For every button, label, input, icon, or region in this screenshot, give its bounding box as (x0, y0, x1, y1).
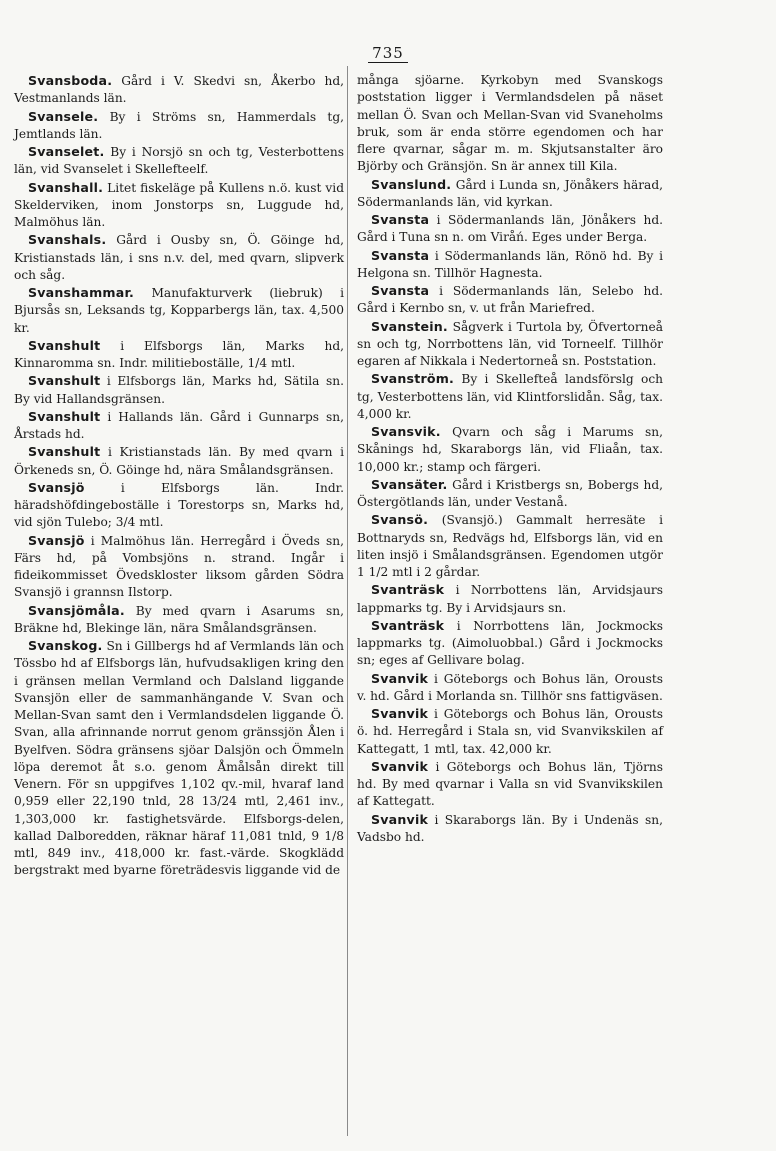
entry-text: Manufakturverk (liebruk) i Bjursås sn, Leksands tg, Kopparbergs län, tax. 4,500 kr. (14, 286, 345, 335)
entry-text: By med qvarn i Asarums sn, Bräkne hd, Blekinge län, nära Smålandsgränsen. (14, 603, 344, 635)
entry-headword: Svanshall. (28, 179, 104, 195)
dictionary-entry (14, 408, 344, 444)
entry-headword: Svanvik (371, 670, 429, 686)
entry-headword: Svanshult (28, 408, 101, 424)
entry-text: Gård i Kristbergs sn, Bobergs hd, Östergötlands län, under Vestanå. (357, 477, 664, 509)
entry-headword: Svanvik (371, 811, 429, 827)
right-column (357, 72, 663, 846)
left-column (14, 72, 344, 880)
dictionary-entry (357, 318, 663, 371)
entry-text: i Göteborgs och Bohus län, Tjörns hd. By med qvarnar i Valla sn vid Svanvikskilen af Kattegatt. (357, 759, 663, 809)
dictionary-entry (14, 443, 344, 479)
dictionary-entry (357, 247, 663, 283)
dictionary-entry (357, 670, 663, 706)
entry-headword: Svansta (371, 283, 430, 298)
entry-text: By i Norsjö sn och tg, Vesterbottens län, vid Svanselet i Skellefteelf. (14, 145, 344, 177)
entry-headword: Svansö. (371, 512, 429, 528)
entry-text: i Malmöhus län. Herregård i Öveds sn, Färs hd, på Vombsjöns n. strand. Ingår i fideikommisset Övedskloster liksom gården Södra Svansjö i grannsn Ilstorp. (14, 533, 344, 600)
dictionary-entry (357, 581, 663, 617)
dictionary-entry (357, 72, 663, 176)
entry-headword: Svanshammar. (28, 285, 135, 300)
entry-headword: Svansjö (28, 532, 85, 548)
dictionary-entry (357, 758, 663, 811)
dictionary-entry (14, 108, 344, 144)
entry-headword: Svansboda. (28, 73, 113, 88)
entry-headword: Svanshals. (28, 232, 107, 248)
entry-headword: Svansjömåla. (28, 602, 125, 618)
dictionary-entry (357, 476, 663, 512)
column-divider (347, 66, 348, 1136)
entry-text: (Svansjö.) Gammalt herresäte i Bottnaryds sn, Redvägs hd, Elfsborgs län, vid en liten insjö i Smålandsgränsen. Egendomen utgör 1 1/2 mtl i 2 gårdar. (357, 513, 663, 579)
dictionary-entry (14, 231, 344, 284)
dictionary-entry (14, 284, 344, 337)
dictionary-entry (357, 705, 663, 758)
entry-text: Sågverk i Turtola by, Öfvertorneå sn och tg, Norrbottens län, vid Torneelf. Tillhör egaren af Nikkala i Nedertorneå sn. Poststation. (357, 319, 663, 368)
entry-headword: Svanträsk (371, 617, 445, 633)
dictionary-entry (357, 176, 663, 212)
entry-headword: Svanskog. (28, 638, 103, 653)
entry-text: By i Ströms sn, Hammerdals tg, Jemtlands län. (14, 109, 345, 141)
entry-text: i Elfsborgs län, Marks hd, Sätila sn. By vid Hallandsgränsen. (14, 374, 344, 406)
dictionary-entry (14, 143, 344, 179)
entry-headword: Svansjö (28, 479, 85, 495)
entry-headword: Svanshult (28, 337, 101, 353)
entry-headword: Svanshult (28, 373, 101, 389)
entry-text: Qvarn och såg i Marums sn, Skånings hd, Skaraborgs län, vid Fliaån, tax. 10,000 kr.; stamp och färgeri. (357, 425, 664, 474)
entry-text: By i Skellefteå landsförslg och tg, Vesterbottens län, vid Klintforslidån. Såg, tax. 4,000 kr. (357, 372, 663, 421)
entry-text: i Södermanlands län, Selebo hd. Gård i Kernbo sn, v. ut från Mariefred. (357, 284, 663, 316)
dictionary-entry (357, 282, 663, 318)
entry-text: i Elfsborgs län. Indr. häradshöfdingeboställe i Torestorps sn, Marks hd, vid sjön Tulebo; 3/4 mtl. (14, 480, 344, 530)
entry-headword: Svanshult (28, 444, 101, 460)
dictionary-entry (14, 532, 344, 602)
page-number: 735 (0, 44, 776, 62)
dictionary-entry (14, 602, 344, 638)
entry-text: i Norrbottens län, Arvidsjaurs lappmarks tg. By i Arvidsjaurs sn. (357, 583, 663, 615)
entry-text: Gård i Ousby sn, Ö. Göinge hd, Kristianstads län, i sns n.v. del, med qvarn, slipverk och såg. (14, 233, 344, 282)
entry-text: Sn i Gillbergs hd af Vermlands län och Tössbo hd af Elfsborgs län, hufvudsakligen kring den i gränsen mellan Vermland och Dalsland liggande Svansjön eller de sammanhängande V. Svan och Mellan-Svan samt den i Vermlandsdelen liggande Ö. Svan, alla afrinnande norrut genom gränssjön Ålen i Byelfven. Södra gränsens sjöar Dalsjön och Ömmeln löpa deremot åt s.o. genom Åmålsån direkt till Venern. För sn uppgifves 1,102 qv.-mil, hvaraf land 0,959 eller 22,190 tnld, 28 13/24 mtl, 2,461 inv., 1,303,000 kr. fastighetsvärde. Elfsborgs-delen, kallad Dalboredden, räknar häraf 11,081 tnld, 9 1/8 mtl, 849 inv., 418,000 kr. fast.-värde. Skogklädd bergstrakt med byarne företrädesvis liggande vid de (14, 639, 344, 878)
dictionary-entry (14, 179, 344, 232)
dictionary-entry (14, 479, 344, 532)
dictionary-entry (357, 211, 663, 247)
entry-headword: Svansta (371, 247, 430, 263)
entry-headword: Svanvik (371, 758, 429, 774)
entry-headword: Svanström. (371, 371, 455, 387)
entry-headword: Svanstein. (371, 318, 448, 334)
entry-headword: Svansäter. (371, 476, 448, 492)
entry-text: Gård i Lunda sn, Jönåkers härad, Södermanlands län, vid kyrkan. (357, 177, 663, 209)
dictionary-entry (357, 811, 663, 847)
entry-text: Litet fiskeläge på Kullens n.ö. kust vid Skelderviken, inom Jonstorps sn, Luggude hd, Malmöhus län. (14, 180, 344, 229)
entry-headword: Svanvik (371, 706, 429, 721)
entry-text: i Elfsborgs län, Marks hd, Kinnaromma sn. Indr. militieboställe, 1/4 mtl. (14, 338, 344, 370)
dictionary-entry (14, 372, 344, 408)
entry-text: i Södermanlands län, Jönåkers hd. Gård i Tuna sn n. om Viråń. Eges under Berga. (357, 213, 664, 245)
entry-text: i Kristianstads län. By med qvarn i Örkeneds sn, Ö. Göinge hd, nära Smålandsgränsen. (14, 445, 345, 477)
dictionary-entry (357, 617, 663, 670)
dictionary-entry (14, 72, 344, 108)
entry-headword: Svansele. (28, 108, 99, 124)
dictionary-entry (357, 370, 663, 423)
dictionary-entry (357, 511, 663, 581)
entry-headword: Svanselet. (28, 144, 105, 159)
entry-text: i Hallands län. Gård i Gunnarps sn, Årstads hd. (14, 409, 344, 441)
entry-text: många sjöarne. Kyrkobyn med Svanskogs poststation ligger i Vermlandsdelen på näset mellan Ö. Svan och Mellan-Svan vid Svaneholms bruk, som är enda större egendomen och har flere qvarnar, sågar m. m. Skjutsanstalter äro Björby och Gränsjön. Sn är annex till Kila. (357, 73, 663, 174)
entry-text: i Göteborgs och Bohus län, Orousts v. hd. Gård i Morlanda sn. Tillhör sns fattigväsen. (357, 671, 664, 703)
entry-text: i Göteborgs och Bohus län, Orousts ö. hd. Herregård i Stala sn, vid Svanvikskilen af Kattegatt, 1 mtl, tax. 42,000 kr. (357, 707, 664, 756)
entry-headword: Svanträsk (371, 582, 445, 598)
dictionary-entry (14, 637, 344, 880)
entry-headword: Svansta (371, 212, 430, 227)
entry-text: i Skaraborgs län. By i Undenäs sn, Vadsbo hd. (357, 812, 663, 844)
dictionary-entry (14, 337, 344, 373)
entry-text: i Södermanlands län, Rönö hd. By i Helgona sn. Tillhör Hagnesta. (357, 248, 663, 280)
dictionary-entry (357, 423, 663, 476)
entry-text: i Norrbottens län, Jockmocks lappmarks tg. (Aimoluobbal.) Gård i Jockmocks sn; eges af Gellivare bolag. (357, 618, 663, 668)
entry-headword: Svansvik. (371, 424, 441, 439)
entry-text: Gård i V. Skedvi sn, Åkerbo hd, Vestmanlands län. (14, 74, 344, 106)
entry-headword: Svanslund. (371, 176, 452, 192)
